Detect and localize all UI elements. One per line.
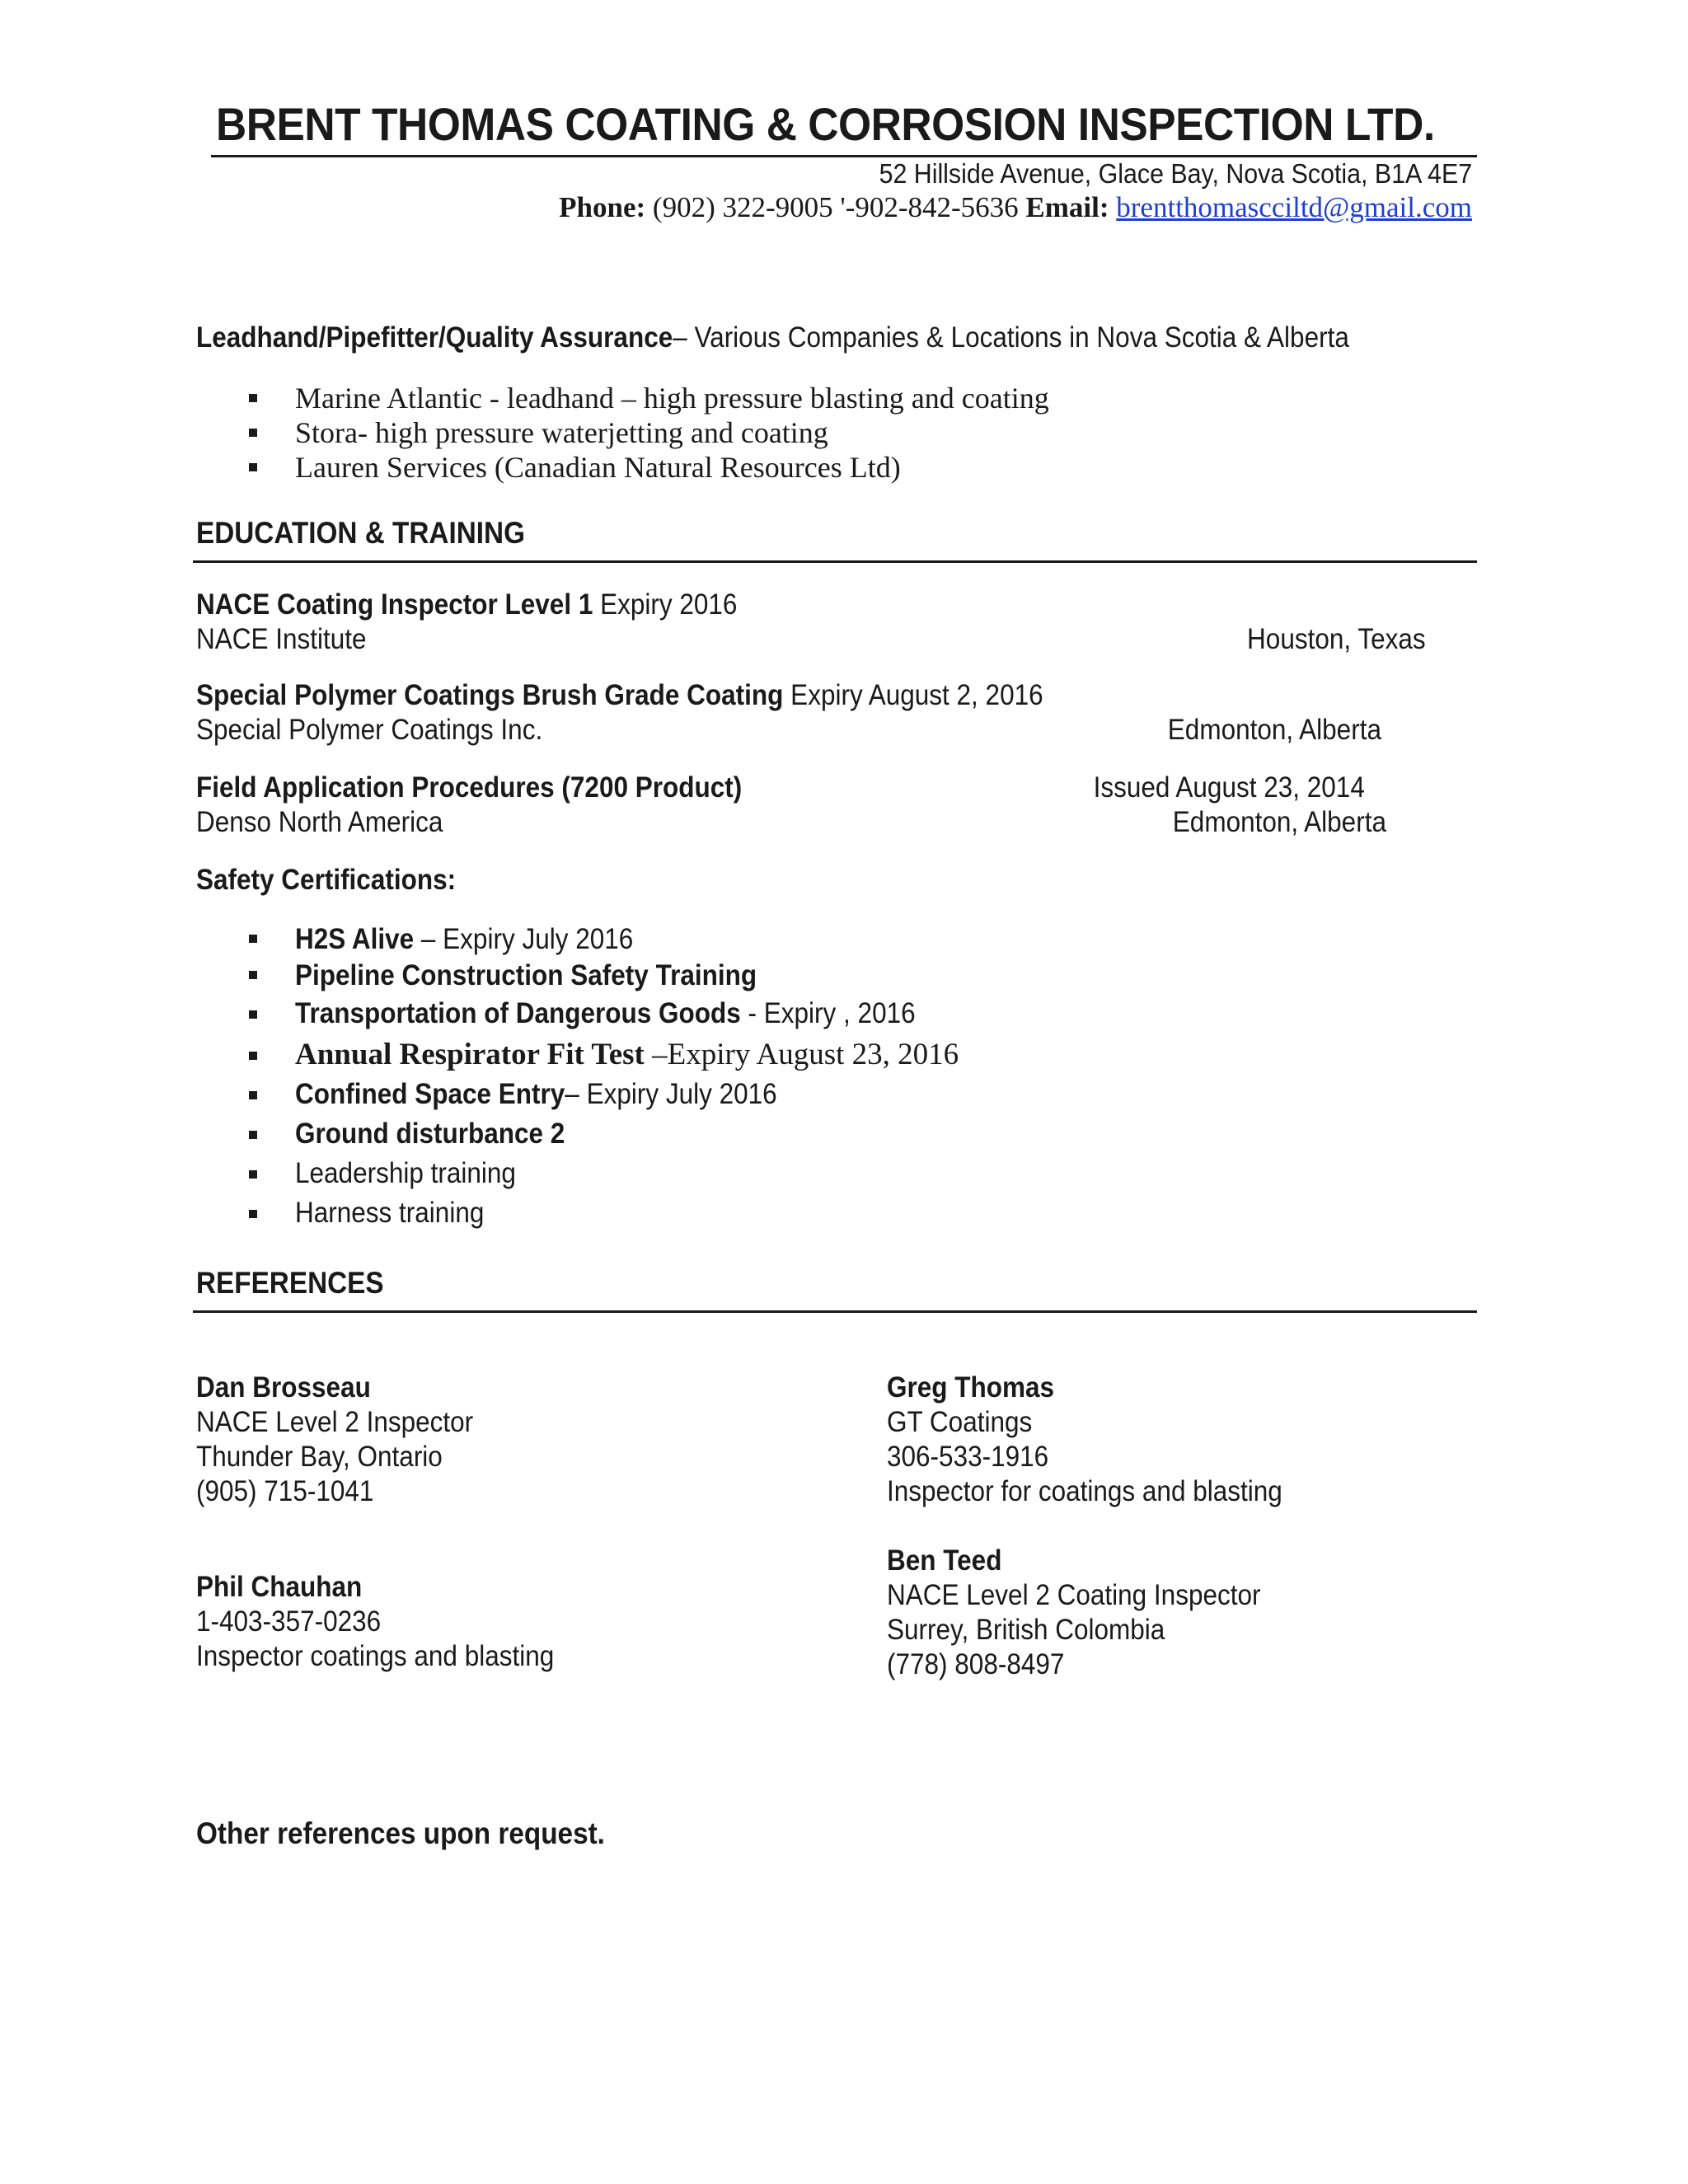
safety-item xyxy=(295,997,916,1030)
certificate-detail: Expiry 2016 xyxy=(600,588,738,621)
reference-name: Greg Thomas xyxy=(887,1371,1055,1404)
safety-item-name: Annual Respirator Fit Test xyxy=(295,1038,645,1071)
bullet-icon xyxy=(249,1210,257,1218)
company-name: BRENT THOMAS COATING & CORROSION INSPECTION LTD. xyxy=(216,98,1435,150)
safety-item-detail: Harness training xyxy=(295,1197,485,1229)
experience-item: Marine Atlantic - leadhand – high pressure blasting and coating xyxy=(295,382,1049,415)
safety-certifications-title: Safety Certifications: xyxy=(196,864,457,896)
bullet-icon xyxy=(249,971,257,979)
bullet-icon xyxy=(249,1170,257,1179)
certificate-org: Denso North America xyxy=(196,806,443,838)
bullet-icon xyxy=(249,935,257,943)
experience-heading xyxy=(196,321,1349,354)
email-link[interactable]: brentthomascciltd@gmail.com xyxy=(1116,191,1472,223)
certificate-name: Field Application Procedures (7200 Product) xyxy=(196,771,743,804)
bullet-icon xyxy=(249,463,257,471)
safety-item-name: Pipeline Construction Safety Training xyxy=(295,959,757,991)
reference-detail: (905) 715-1041 xyxy=(196,1475,374,1507)
education-entry-title xyxy=(196,588,737,621)
reference-detail: 1-403-357-0236 xyxy=(196,1605,382,1638)
certificate-org: NACE Institute xyxy=(196,623,367,655)
bullet-icon xyxy=(249,1091,257,1099)
reference-detail: NACE Level 2 Inspector xyxy=(196,1406,474,1438)
references-section-title: REFERENCES xyxy=(196,1266,384,1300)
bullet-icon xyxy=(249,429,257,437)
bullet-icon xyxy=(249,1131,257,1139)
education-section-title: EDUCATION & TRAINING xyxy=(196,516,525,550)
certificate-location: Houston, Texas xyxy=(1247,623,1426,655)
bullet-icon xyxy=(249,1010,257,1019)
safety-item xyxy=(295,1037,959,1072)
reference-detail: Inspector coatings and blasting xyxy=(196,1640,555,1672)
safety-item-name: Confined Space Entry xyxy=(295,1078,565,1110)
safety-item-name: H2S Alive xyxy=(295,923,415,955)
certificate-location: Edmonton, Alberta xyxy=(1172,806,1386,838)
reference-detail: Inspector for coatings and blasting xyxy=(887,1475,1282,1507)
bullet-icon xyxy=(249,394,257,402)
contact-line xyxy=(559,191,1472,224)
bullet-icon xyxy=(249,1052,257,1060)
reference-detail: NACE Level 2 Coating Inspector xyxy=(887,1579,1261,1611)
phone-label: Phone: xyxy=(559,191,646,223)
reference-name: Phil Chauhan xyxy=(196,1571,363,1603)
references-divider xyxy=(193,1310,1477,1313)
reference-name: Ben Teed xyxy=(887,1544,1002,1577)
safety-item-detail: – Expiry July 2016 xyxy=(414,923,634,955)
safety-item-detail: – Expiry July 2016 xyxy=(565,1078,777,1110)
header-divider xyxy=(211,155,1477,157)
safety-item-detail: - Expiry , 2016 xyxy=(740,997,916,1029)
certificate-name: NACE Coating Inspector Level 1 xyxy=(196,588,593,621)
safety-item-name: Transportation of Dangerous Goods xyxy=(295,997,741,1029)
certificate-org: Special Polymer Coatings Inc. xyxy=(196,714,543,746)
reference-detail: (778) 808-8497 xyxy=(887,1648,1065,1680)
experience-item: Lauren Services (Canadian Natural Resources Ltd) xyxy=(295,451,901,484)
certificate-name: Special Polymer Coatings Brush Grade Coating xyxy=(196,679,784,711)
company-address: 52 Hillside Avenue, Glace Bay, Nova Scotia, B1A 4E7 xyxy=(879,158,1472,189)
certificate-detail: Issued August 23, 2014 xyxy=(1093,771,1365,804)
education-entry-title xyxy=(196,679,1043,712)
certificate-detail: Expiry August 2, 2016 xyxy=(790,679,1043,711)
certificate-location: Edmonton, Alberta xyxy=(1167,714,1381,746)
reference-detail: Thunder Bay, Ontario xyxy=(196,1441,443,1473)
reference-detail: GT Coatings xyxy=(887,1406,1033,1438)
safety-item xyxy=(295,1078,777,1111)
safety-item-detail: Leadership training xyxy=(295,1157,516,1189)
phone-value: (902) 322-9005 '-902-842-5636 xyxy=(652,191,1019,223)
reference-name: Dan Brosseau xyxy=(196,1371,371,1404)
reference-detail: 306-533-1916 xyxy=(887,1441,1049,1473)
experience-role: Leadhand/Pipefitter/Quality Assurance xyxy=(196,321,673,354)
safety-item xyxy=(295,923,633,956)
experience-item: Stora- high pressure waterjetting and coating xyxy=(295,416,828,449)
education-divider xyxy=(193,560,1477,563)
safety-item-name: Ground disturbance 2 xyxy=(295,1118,565,1150)
experience-role-detail: – Various Companies & Locations in Nova Scotia & Alberta xyxy=(673,321,1349,354)
email-label: Email: xyxy=(1025,191,1109,223)
safety-item-detail: –Expiry August 23, 2016 xyxy=(644,1038,959,1071)
references-footer-note: Other references upon request. xyxy=(196,1816,605,1850)
reference-detail: Surrey, British Colombia xyxy=(887,1614,1165,1646)
